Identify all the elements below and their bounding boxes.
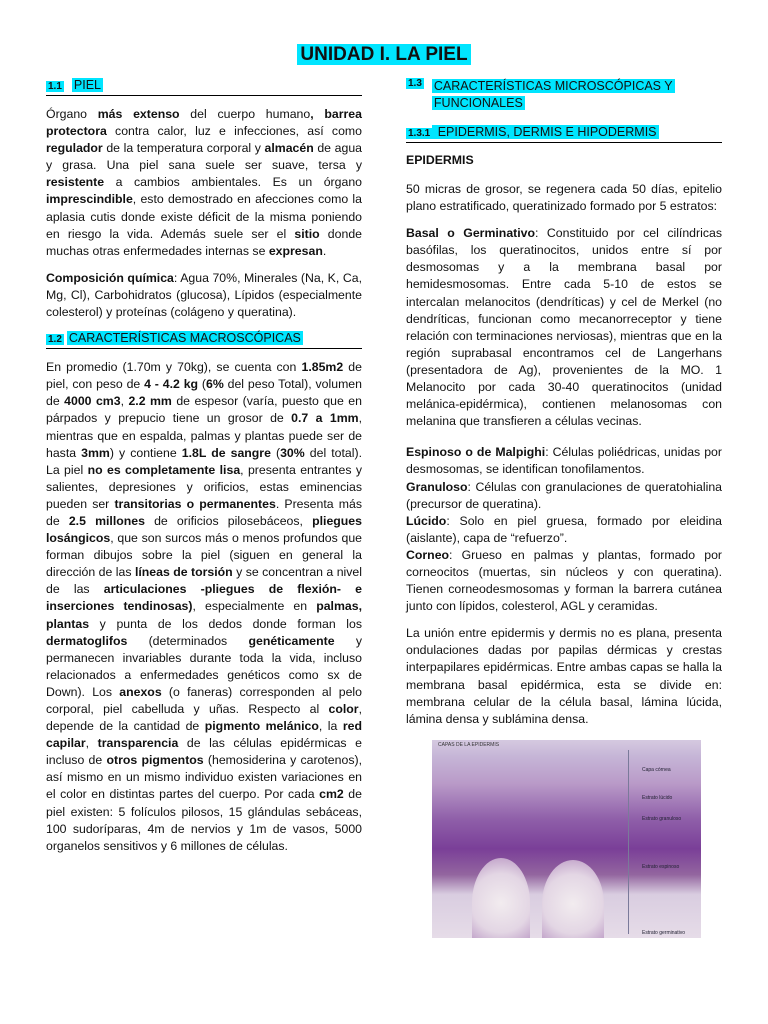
section-heading-macroscopicas [46,331,362,349]
paragraph-corneo: Corneo: Grueso en palmas y plantas, formado por corneocitos (muertas, sin núcleos y con queratina). Tienen corneodesmosomas y forman la barrera cutánea junto con lípidos, colesterol, AGL y ceramidas. [406,547,722,614]
epidermis-heading: EPIDERMIS [406,153,474,167]
subsection-number: 1.3.1 [408,128,431,139]
section-title: CARACTERÍSTICAS MACROSCÓPICAS [68,331,301,346]
figure-label: Estrato germinativo [642,929,686,936]
section-title: PIEL [73,78,102,92]
right-column [406,74,722,938]
left-column [46,74,362,865]
section-number: 1.1 [48,81,62,92]
figure-label: Estrato espinoso [642,863,680,870]
section-heading-piel [46,78,362,96]
paragraph-macroscopicas: En promedio (1.70m y 70kg), se cuenta con 1.85m2 de piel, con peso de 4 - 4.2 kg (6% del peso Total), volumen de 4000 cm3, 2.2 mm de espesor (varía, puesto que en párpados y prepucio tiene un grosor de 0.7 a 1mm, mientras que en espalda, palmas y plantas puede ser de hasta 3mm) y contiene 1.8L de sangre (30% del total). La piel no es completamente lisa, presenta entrantes y salientes, depresiones y orificios, estas eminencias pueden ser transitorias o permanentes. Presenta más de 2.5 millones de orificios pilosebáceos, pliegues losángicos, que son surcos más o menos profundos que forman dibujos sobre la piel (siguen en general la dirección de las líneas de torsión y se concentran a nivel de las articulaciones -pliegues de flexión- e inserciones tendinosas), especialmente en palmas, plantas y punta de los dedos donde forman los dermatoglifos (determinados genéticamente y permanecen invariables durante toda la vida, incluso relacionados a enfermedades genéticos como sx de Down). Los anexos (o faneras) corresponden al pelo corporal, piel cabelluda y uñas. Respecto al color, depende de la cantidad de pigmento melánico, la red capilar, transparencia de las células epidérmicas e incluso de otros pigmentos (hemosiderina y carotenos), así mismo en un mismo individuo existen variaciones en el color en distintas partes del cuerpo. Por cada cm2 de piel existen: 5 folículos pilosos, 15 glándulas sebáceas, 100 sudoríparas, 4m de nervios y 1m de vasos, 5000 organelos sensitivos y 6 millones de células. [46,360,363,853]
section-number: 1.2 [48,334,62,346]
document-title: UNIDAD I. LA PIEL [0,44,768,66]
paragraph-epidermis-intro: 50 micras de grosor, se regenera cada 50 días, epitelio plano estratificado, queratinizado formado por 5 estratos: [406,182,722,214]
paragraph-espinoso: Espinoso o de Malpighi: Células poliédricas, unidas por desmosomas, se identifican tonofilamentos. [406,445,722,477]
figure-label: Estrato lúcido [642,794,673,801]
figure-label: Estrato granuloso [642,815,682,822]
paragraph-lucido: Lúcido: Solo en piel gruesa, formado por eleidina (aislante), capa de “refuerzo”. [406,513,722,545]
figure-caption: CAPAS DE LA EPIDERMIS [438,741,500,748]
paragraph-piel: Órgano más extenso del cuerpo humano, barrea protectora contra calor, luz e infecciones, así como regulador de la temperatura corporal y almacén de agua y grasa. Una piel sana suele ser suave, tersa y resistente a cambios ambientales. Es un órgano imprescindible, esto demostrado en afecciones como la aplasia cutis donde existe déficit de la misma poniendo en riesgo la vida. Además suele ser el sitio donde muchas otras enfermedades internas se expresan. [46,107,362,258]
histology-image [432,740,701,938]
paragraph-basal: Basal o Germinativo: Constituido por cel cilíndricas basófilas, los queratinocitos, unidos entre sí por desmosomas y a la membrana basal por hemidesmosomas. Entre cada 5-10 de estos se intercalan melanocitos (dendríticas) y cel de Merkel (no dendríticas, funcionan como mecanorreceptor y tiene relación con terminaciones nerviosas), mientras que en la región suprabasal encontramos cel de Langerhans (presentadora de Ag), provenientes de la MO. 1 Melanocito por cada 30-40 queratinocitos (unidad melánica-epidérmica), contienen melanosomas con melanina que transfieren a células vecinas. [406,226,722,429]
figure-label: Capa córnea [642,766,671,773]
subsection-heading-epidermis-dermis [406,125,722,143]
section-title-line1: CARACTERÍSTICAS MICROSCÓPICAS Y [433,79,673,93]
paragraph-composicion: Composición química: Agua 70%, Minerales (Na, K, Ca, Mg, Cl), Carbohidratos (glucosa), Lípidos (especialmente colesterol) y proteínas (colágeno y queratina). [46,270,362,320]
paragraph-union: La unión entre epidermis y dermis no es plana, presenta ondulaciones dadas por papilas dérmicas y crestas interpapilares epidérmicas. Entre ambas capas se halla la membrana basal epidérmica, esta se divide en: membrana celular de la célula basal, lámina lúcida, lámina densa y sublámina densa. [406,626,722,726]
paragraph-granuloso: Granuloso: Células con granulaciones de queratohialina (precursor de queratina). [406,479,722,511]
section-number: 1.3 [408,78,422,89]
subsection-title: EPIDERMIS, DERMIS E HIPODERMIS [434,125,657,139]
section-heading-microscopicas [406,78,722,115]
section-title-line2: FUNCIONALES [433,96,523,110]
